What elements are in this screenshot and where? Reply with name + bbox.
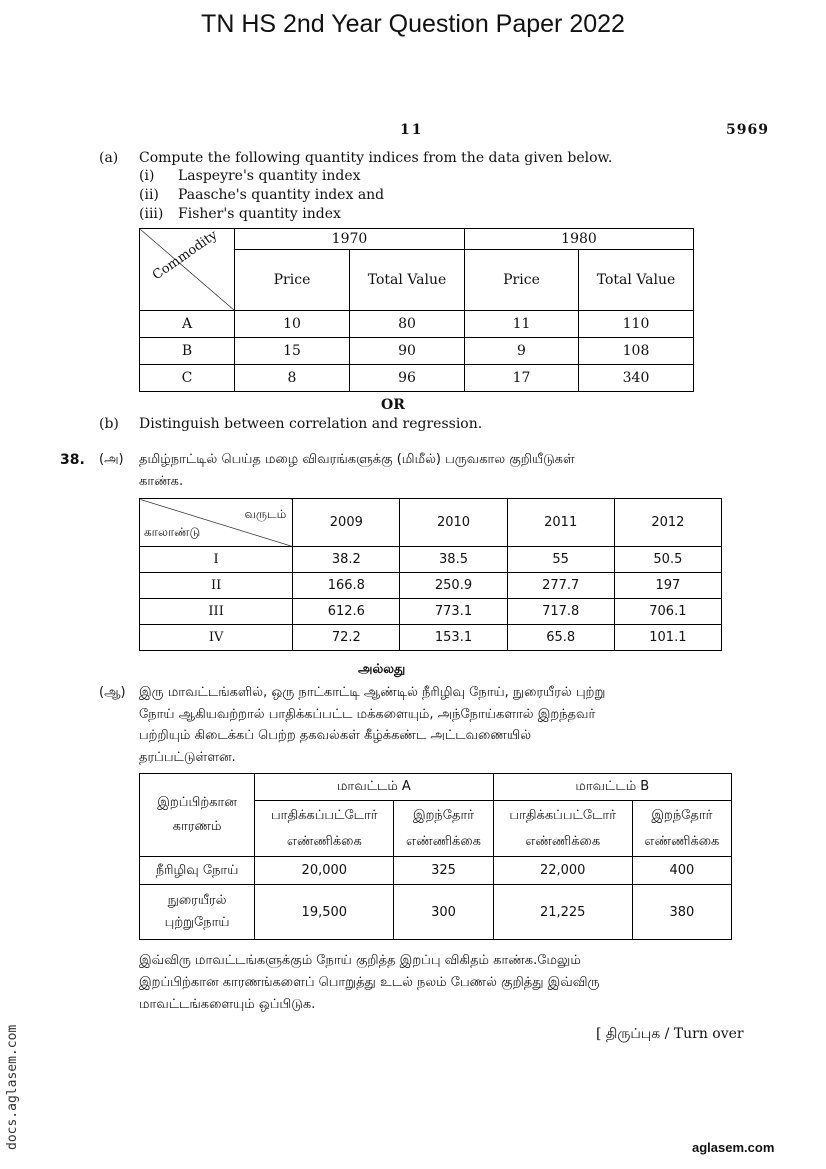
paper-code: 5969 (726, 122, 769, 138)
table-cell: 20,000 (255, 857, 394, 885)
or-separator-tamil: அல்லது (358, 662, 406, 677)
header-line: எண்ணிக்கை (644, 833, 720, 849)
q38b-line: தரப்பட்டுள்ளன. (139, 750, 236, 765)
table-cell: 21,225 (493, 885, 632, 940)
page-title: TN HS 2nd Year Question Paper 2022 (201, 10, 625, 38)
table-row (140, 547, 722, 573)
q38b-line: பற்றியும் கிடைக்கப் பெற்ற தகவல்கள் கீழ்க்கண்ட அட்டவணையில் (139, 728, 531, 743)
column-header: Price (235, 250, 350, 311)
footer-site: aglasem.com (692, 1140, 775, 1155)
or-separator: OR (381, 397, 405, 413)
table-cell: 101.1 (614, 625, 721, 651)
column-header: Total Value (579, 250, 694, 311)
table-cell: 17 (465, 365, 579, 392)
q38a-line-2: காண்க. (139, 474, 184, 489)
table-cell: 10 (235, 311, 350, 338)
side-watermark: docs.aglasem.com (5, 1024, 20, 1150)
district-a-header: மாவட்டம் A (255, 774, 493, 801)
q37a-item-text-3: Fisher's quantity index (178, 206, 341, 222)
table-cell: 22,000 (493, 857, 632, 885)
table-row (140, 599, 722, 625)
year-header: 2011 (507, 499, 614, 547)
q37a-item-num-2: (ii) (139, 187, 159, 203)
header-line: பாதிக்கப்பட்டோர் (509, 807, 616, 823)
q37a-label: (a) (99, 150, 119, 166)
table-cell: 612.6 (293, 599, 400, 625)
table-cell: 380 (632, 885, 731, 940)
table-cell: 340 (579, 365, 694, 392)
table-cell: 9 (465, 338, 579, 365)
header-line: இறந்தோர் (651, 807, 713, 823)
quarter-corner-label: காலாண்டு (144, 525, 201, 539)
column-header: Total Value (350, 250, 465, 311)
table-cell: III (140, 599, 293, 625)
table-cell: A (140, 311, 235, 338)
table-cell: நீரிழிவு நோய் (140, 857, 255, 885)
table-row (140, 311, 694, 338)
table-cell: 325 (394, 857, 493, 885)
q37a-item-text-1: Laspeyre's quantity index (178, 168, 361, 184)
cause-line: நுரையீரல் (167, 893, 227, 908)
commodity-header: Commodity (150, 227, 221, 284)
year-header-1980: 1980 (465, 229, 694, 250)
table-cell: 773.1 (400, 599, 507, 625)
table-cell: 197 (614, 573, 721, 599)
q37a-item-text-2: Paasche's quantity index and (178, 187, 385, 203)
cause-header-line-1: இறப்பிற்கான (157, 795, 237, 810)
table-corner-cell (140, 229, 235, 311)
q38b-after-line: மாவட்டங்களையும் ஒப்பிடுக. (139, 997, 316, 1012)
table-cell: 250.9 (400, 573, 507, 599)
table-row (140, 625, 722, 651)
table-cell: 8 (235, 365, 350, 392)
table-cell: II (140, 573, 293, 599)
q38-number: 38. (60, 452, 85, 468)
q38b-line: நோய் ஆகியவற்றால் பாதிக்கப்பட்ட மக்களையும், அந்நோய்களால் இறந்தவர் (139, 707, 596, 722)
affected-count-header (493, 801, 632, 857)
header-line: பாதிக்கப்பட்டோர் (271, 807, 378, 823)
header-line: எண்ணிக்கை (286, 833, 362, 849)
table-row (140, 338, 694, 365)
table-cell: 11 (465, 311, 579, 338)
year-corner-label: வருடம் (244, 507, 287, 521)
dead-count-header (632, 801, 731, 857)
table-cell: 400 (632, 857, 731, 885)
cause-line: புற்றுநோய் (164, 915, 230, 930)
q38b-label: (ஆ) (99, 685, 126, 700)
table-cell: 717.8 (507, 599, 614, 625)
table-cell: 55 (507, 547, 614, 573)
table-cell: 110 (579, 311, 694, 338)
table-cell: 80 (350, 311, 465, 338)
table-cell: 19,500 (255, 885, 394, 940)
table-cell: 90 (350, 338, 465, 365)
page-number: 11 (400, 122, 424, 138)
table-cell: 706.1 (614, 599, 721, 625)
year-header: 2012 (614, 499, 721, 547)
cause-header-line-2: காரணம் (172, 819, 222, 834)
q38a-line-1: தமிழ்நாட்டில் பெய்த மழை விவரங்களுக்கு (மிமீல்) பருவகால குறியீடுகள் (139, 452, 575, 467)
table-row (140, 857, 732, 885)
table-cell: 38.2 (293, 547, 400, 573)
year-header: 2009 (293, 499, 400, 547)
table-cell: 72.2 (293, 625, 400, 651)
q38b-after-line: இவ்விரு மாவட்டங்களுக்கும் நோய் குறித்த இறப்பு விகிதம் காண்க.மேலும் (139, 953, 581, 968)
year-header-1970: 1970 (235, 229, 465, 250)
header-line: எண்ணிக்கை (406, 833, 481, 849)
table-cell: 38.5 (400, 547, 507, 573)
table-cell: I (140, 547, 293, 573)
turn-over-note: [ திருப்புக / Turn over (596, 1026, 744, 1042)
header-line: இறந்தோர் (412, 807, 475, 823)
q37b-label: (b) (99, 416, 119, 432)
q37a-item-num-1: (i) (139, 168, 155, 184)
table-cell: B (140, 338, 235, 365)
table-cell: 277.7 (507, 573, 614, 599)
table-corner-cell (140, 499, 293, 547)
column-header: Price (465, 250, 579, 311)
q38b-line: இரு மாவட்டங்களில், ஒரு நாட்காட்டி ஆண்டில் நீரிழிவு நோய், நுரையீரல் புற்று (139, 685, 606, 700)
table-cell: C (140, 365, 235, 392)
table-cell: 153.1 (400, 625, 507, 651)
table-row (140, 365, 694, 392)
table-cell: 108 (579, 338, 694, 365)
q37a-intro: Compute the following quantity indices from the data given below. (139, 150, 613, 166)
table-cell: 96 (350, 365, 465, 392)
table-cell (140, 885, 255, 940)
table-row (140, 573, 722, 599)
table-cell: 166.8 (293, 573, 400, 599)
q38a-label: (அ) (99, 452, 124, 467)
table-row (140, 885, 732, 940)
q37b-text: Distinguish between correlation and regression. (139, 416, 483, 432)
quantity-index-table (139, 228, 694, 392)
q38b-after-line: இறப்பிற்கான காரணங்களைப் பொறுத்து உடல் நலம் பேணல் குறித்து இவ்விரு (139, 975, 600, 990)
year-header: 2010 (400, 499, 507, 547)
affected-count-header (255, 801, 394, 857)
table-cell: 300 (394, 885, 493, 940)
table-cell: IV (140, 625, 293, 651)
dead-count-header (394, 801, 493, 857)
table-cell: 65.8 (507, 625, 614, 651)
table-cell: 50.5 (614, 547, 721, 573)
table-cell: 15 (235, 338, 350, 365)
mortality-table (139, 773, 732, 940)
header-line: எண்ணிக்கை (525, 833, 601, 849)
cause-header (140, 774, 255, 857)
district-b-header: மாவட்டம் B (493, 774, 731, 801)
rainfall-table (139, 498, 722, 651)
q37a-item-num-3: (iii) (139, 206, 164, 222)
